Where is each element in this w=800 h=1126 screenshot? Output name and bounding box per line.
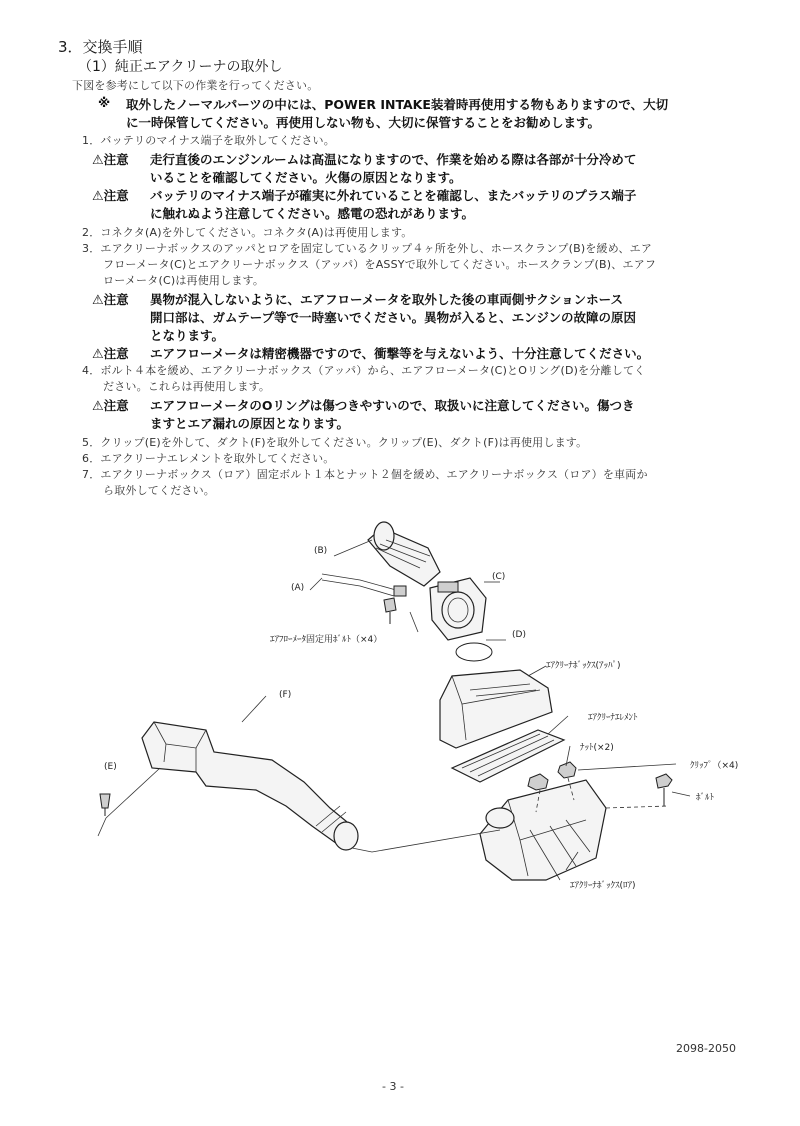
- warning-label: 注意: [103, 346, 129, 361]
- label-c: (C): [492, 572, 506, 582]
- step-7-line-1: 7．エアクリーナボックス（ロア）固定ボルト１本とナット２個を緩め、エアクリーナボックス（ロア）を車両か: [82, 468, 648, 481]
- label-d: (D): [512, 630, 526, 640]
- warning-4-line-1: エアフローメータは精密機器ですので、衝撃等を与えないよう、十分注意してください。: [150, 346, 650, 361]
- warning-5-line-2: ますとエア漏れの原因となります。: [150, 416, 350, 431]
- label-a: (A): [291, 583, 305, 593]
- air-flow-meter-c-drawing: [430, 578, 486, 640]
- warning-label: 注意: [103, 398, 129, 413]
- warning-3-line-3: となります。: [150, 328, 225, 343]
- step-6: 6．エアクリーナエレメントを取外してください。: [82, 452, 335, 465]
- step-2: 2．コネクタ(A)を外してください。コネクタ(A)は再使用します。: [82, 226, 413, 239]
- warning-triangle-icon: ⚠: [92, 189, 104, 204]
- warning-triangle-icon: ⚠: [92, 399, 104, 414]
- label-bolt: ﾎﾞﾙﾄ: [696, 793, 715, 803]
- warning-label: 注意: [103, 188, 129, 203]
- page-number: - 3 -: [382, 1080, 404, 1093]
- warning-2-line-1: バッテリのマイナス端子が確実に外れていることを確認し、またバッテリのプラス端子: [150, 188, 637, 203]
- step-4-line-2: ださい。これらは再使用します。: [103, 380, 271, 393]
- afm-bolt-drawing: [384, 598, 396, 624]
- document-number: 2098-2050: [676, 1042, 736, 1055]
- step-5: 5．クリップ(E)を外して、ダクト(F)を取外してください。クリップ(E)、ダクト(F)は再使用します。: [82, 436, 588, 449]
- hose-clamp-b-drawing: [368, 522, 440, 586]
- section-heading: 3．交換手順: [58, 38, 143, 56]
- label-f: (F): [279, 690, 292, 700]
- warning-label: 注意: [103, 152, 129, 167]
- duct-f-drawing: [142, 722, 358, 850]
- warning-3-line-2: 開口部は、ガムテープ等で一時塞いでください。異物が入ると、エンジンの故障の原因: [150, 310, 637, 325]
- label-clip: ｸﾘｯﾌﾟ（×4): [690, 761, 739, 771]
- step-4-line-1: 4．ボルト４本を緩め、エアクリーナボックス（アッパ）から、エアフローメータ(C)とOリング(D)を分離してく: [82, 364, 646, 377]
- step-7-line-2: ら取外してください。: [103, 484, 215, 497]
- note-line-1: 取外したノーマルパーツの中には、POWER INTAKE装着時再使用する物もありますので、大切: [126, 97, 669, 112]
- warning-triangle-icon: ⚠: [92, 153, 104, 168]
- warning-triangle-icon: ⚠: [92, 347, 104, 362]
- label-element: ｴｱｸﾘｰﾅｴﾚﾒﾝﾄ: [588, 713, 638, 723]
- step-3-line-2: フローメータ(C)とエアクリーナボックス（アッパ）をASSYで取外してください。ホースクランプ(B)、エアフ: [103, 258, 657, 271]
- label-b: (B): [314, 546, 328, 556]
- step-3-line-3: ローメータ(C)は再使用します。: [103, 274, 265, 287]
- warning-5-line-1: エアフローメータのOリングは傷つきやすいので、取扱いに注意してください。傷つき: [150, 398, 635, 413]
- warning-triangle-icon: ⚠: [92, 293, 104, 308]
- connector-a-drawing: [322, 574, 406, 596]
- label-afm-bolt: ｴｱﾌﾛｰﾒｰﾀ固定用ﾎﾞﾙﾄ（×4）: [270, 635, 383, 645]
- o-ring-d-drawing: [456, 643, 492, 661]
- warning-3-line-1: 異物が混入しないように、エアフローメータを取外した後の車両側サクションホース: [150, 292, 624, 307]
- intro-text: 下図を参考にして以下の作業を行ってください。: [72, 79, 319, 92]
- step-3-line-1: 3．エアクリーナボックスのアッパとロアを固定しているクリップ４ヶ所を外し、ホースクランプ(B)を緩め、エア: [82, 242, 653, 255]
- bolt-drawing: [656, 774, 672, 806]
- label-box-lower: ｴｱｸﾘｰﾅﾎﾞｯｸｽ(ﾛｱ): [570, 881, 636, 891]
- note-line-2: に一時保管してください。再使用しない物も、大切に保管することをお勧めします。: [126, 115, 601, 130]
- warning-1-line-1: 走行直後のエンジンルームは高温になりますので、作業を始める際は各部が十分冷めて: [150, 152, 637, 167]
- warning-label: 注意: [103, 292, 129, 307]
- note-mark: ※: [98, 95, 111, 110]
- clip-e-drawing: [100, 794, 110, 816]
- label-box-upper: ｴｱｸﾘｰﾅﾎﾞｯｸｽ(ｱｯﾊﾟ): [546, 661, 621, 671]
- label-e: (E): [104, 762, 117, 772]
- warning-1-line-2: いることを確認してください。火傷の原因となります。: [150, 170, 462, 185]
- step-1: 1．バッテリのマイナス端子を取外してください。: [82, 134, 335, 147]
- subsection-heading: （1）純正エアクリーナの取外し: [78, 59, 283, 75]
- warning-2-line-2: に触れぬよう注意してください。感電の恐れがあります。: [150, 206, 475, 221]
- label-nut: ﾅｯﾄ(×2): [580, 743, 614, 753]
